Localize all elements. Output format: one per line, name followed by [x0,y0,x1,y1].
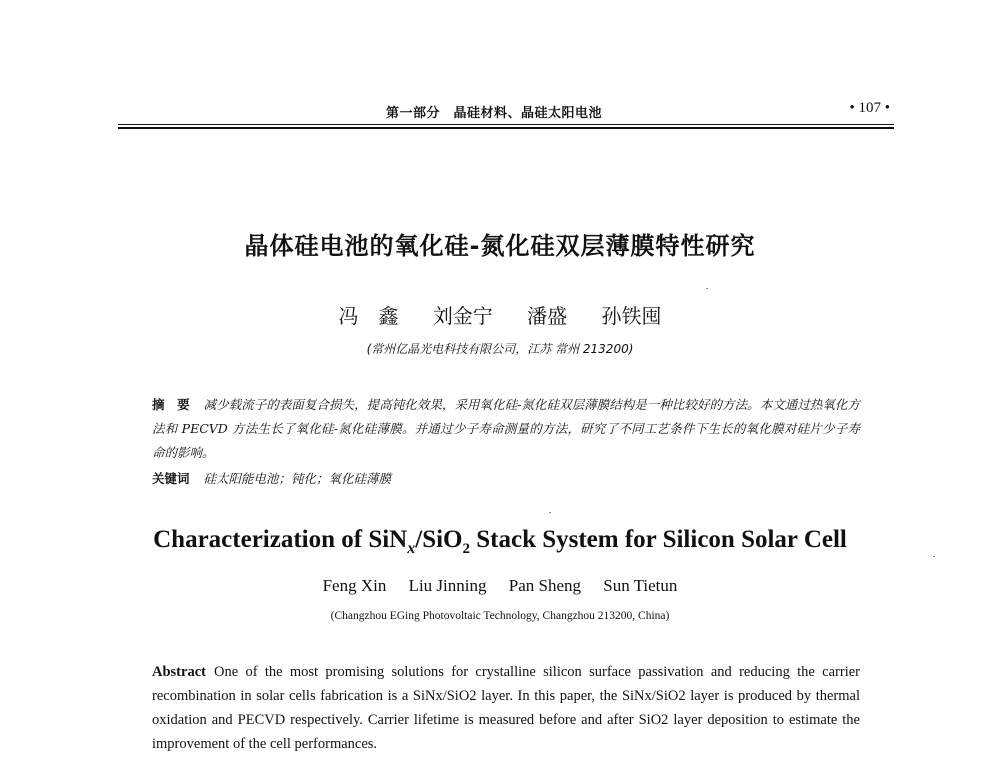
english-title-sub: 2 [462,541,470,557]
chinese-keywords-text: 硅太阳能电池；钝化；氧化硅薄膜 [203,471,392,486]
english-authors [0,576,1000,596]
scan-speck [549,512,551,513]
english-abstract [152,660,860,756]
header-rule-thick [118,127,894,129]
english-affiliation: (Changzhou EGing Photovoltaic Technology, Changzhou 213200, China) [330,610,670,622]
chinese-author: 潘盛 [527,304,568,328]
chinese-abstract [152,393,860,465]
english-title-part: Stack System for Silicon Solar Cell [470,526,847,553]
english-title-part: Characterization of SiN [153,526,408,553]
scan-speck [933,556,935,557]
english-author: Pan Sheng [508,576,581,595]
english-author: Feng Xin [322,576,387,595]
chinese-author: 刘金宁 [432,304,493,328]
scan-speck [706,288,708,289]
english-title-part: /SiO [415,526,463,553]
english-author: Liu Jinning [408,576,487,595]
chinese-title: 晶体硅电池的氧化硅-氮化硅双层薄膜特性研究 [244,232,756,260]
running-head [118,98,894,124]
header-rule-thin [118,124,894,125]
english-author: Sun Tietun [603,576,678,595]
chinese-abstract-label: 摘 要 [152,397,190,412]
running-head-title: 第一部分 晶硅材料、晶硅太阳电池 [386,106,603,121]
chinese-author: 冯 鑫 [338,304,399,328]
chinese-abstract-text: 减少载流子的表面复合损失，提高钝化效果，采用氧化硅-氮化硅双层薄膜结构是一种比较好的方法。本文通过热氧化方法和 PECVD 方法生长了氧化硅-氮化硅薄膜。并通过少子寿命测量的方法，研究了不同工艺条件下生长的氧化膜对硅片少子寿命的影响。 [152,397,860,460]
english-title [0,526,1000,558]
chinese-affiliation: (常州亿晶光电科技有限公司，江苏 常州 213200) [366,342,634,356]
english-abstract-label: Abstract [152,664,206,680]
english-abstract-text: One of the most promising solutions for crystalline silicon surface passivation and reducing the carrier recombination in solar cells fabrication is a SiNx/SiO2 layer. In this paper, the SiNx/SiO2 layer is produced by thermal oxidation and PECVD respectively. Carrier lifetime is measured before and after SiO2 layer deposition to estimate the improvement of the cell performances. [152,664,860,752]
page-number: • 107 • [849,100,890,116]
chinese-keywords [152,469,860,487]
chinese-authors [0,300,1000,329]
english-title-sub: x [407,540,416,557]
chinese-keywords-label: 关键词 [152,471,190,486]
chinese-author: 孙铁囤 [601,304,662,328]
